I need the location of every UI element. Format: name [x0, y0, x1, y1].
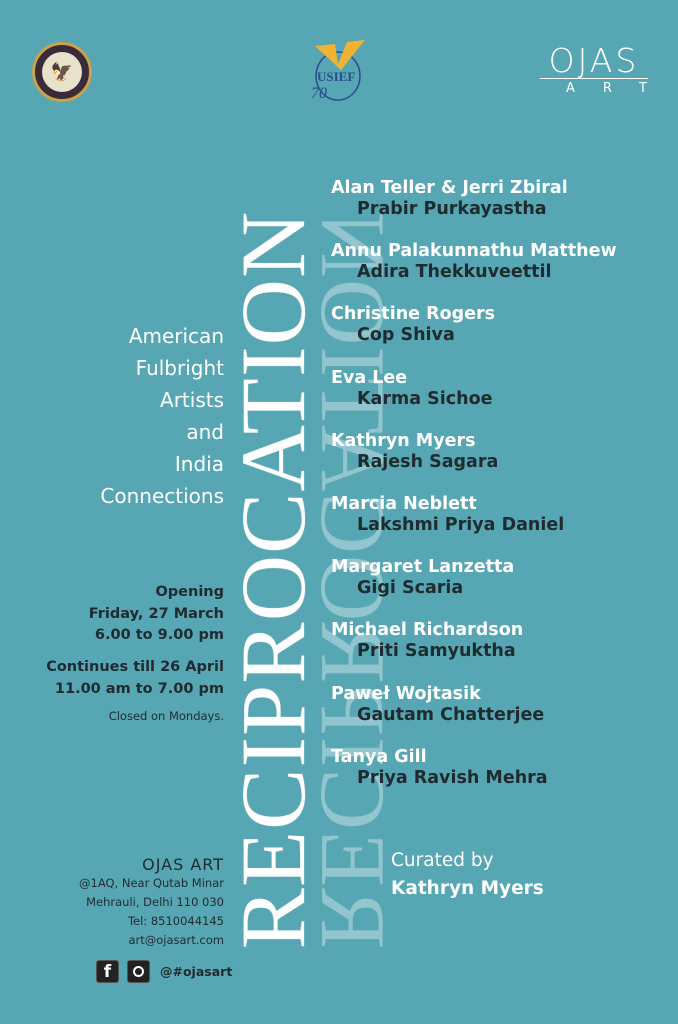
- opening-label: Opening: [155, 584, 224, 600]
- continues-time: 11.00 am to 7.00 pm: [54, 680, 224, 697]
- indian-artist: Prabir Purkayastha: [357, 199, 547, 219]
- subtitle-line: Connections: [100, 484, 224, 508]
- opening-date: Friday, 27 March: [88, 605, 224, 622]
- indian-artist: Gigi Scaria: [357, 578, 464, 599]
- american-artist: Marcia Neblett: [331, 493, 477, 514]
- indian-artist: Lakshmi Priya Daniel: [357, 514, 565, 535]
- american-artist: Tanya Gill: [331, 746, 427, 767]
- venue-email[interactable]: art@ojasart.com: [128, 933, 224, 947]
- indian-artist: Priya Ravish Mehra: [357, 767, 548, 788]
- instagram-icon[interactable]: [127, 960, 150, 983]
- subtitle-line: and: [186, 420, 224, 444]
- artist-pair: [331, 241, 617, 304]
- artist-pair: [331, 620, 617, 683]
- opening-time: 6.00 to 9.00 pm: [94, 627, 224, 643]
- american-artist: Eva Lee: [331, 367, 408, 388]
- indian-artist: Gautam Chatterjee: [357, 704, 545, 725]
- usief-text: USIEF: [317, 69, 356, 84]
- venue-address-line: Mehrauli, Delhi 110 030: [86, 895, 224, 909]
- ojas-art-logo: [540, 41, 675, 96]
- continues-info: [46, 657, 224, 700]
- artist-pair: [331, 431, 617, 494]
- continues-label: Continues till 26 April: [46, 659, 224, 675]
- subtitle-line: Artists: [160, 388, 224, 412]
- artist-list: [331, 178, 617, 810]
- venue-name: OJAS ART: [142, 855, 224, 874]
- ojas-logo-main: OJAS: [540, 44, 648, 79]
- curator-info: [391, 847, 544, 903]
- opening-info: [89, 582, 224, 647]
- indian-artist: Adira Thekkuveettil: [357, 262, 552, 283]
- venue-info: [79, 855, 224, 950]
- artist-pair: [331, 178, 617, 241]
- facebook-icon[interactable]: f: [96, 960, 119, 983]
- american-artist: Margaret Lanzetta: [331, 557, 515, 578]
- artist-pair: [331, 304, 617, 367]
- indian-artist: Rajesh Sagara: [357, 451, 499, 472]
- ojas-logo-sub: ART: [566, 81, 675, 96]
- indian-artist: Karma Sichoe: [357, 388, 493, 409]
- exhibition-subtitle: [100, 320, 224, 512]
- artist-pair: [331, 368, 617, 431]
- american-artist: Paweł Wojtasik: [331, 683, 481, 704]
- curator-name: Kathryn Myers: [391, 878, 544, 899]
- usief-logo: [305, 36, 370, 102]
- venue-address-line: @1AQ, Near Qutab Minar: [79, 876, 224, 890]
- indian-artist: Cop Shiva: [357, 325, 455, 346]
- subtitle-line: Fulbright: [135, 356, 224, 380]
- subtitle-line: American: [128, 324, 224, 348]
- artist-pair: [331, 557, 617, 620]
- usief-years: 70: [311, 85, 327, 102]
- artist-pair: [331, 494, 617, 557]
- closed-note: Closed on Mondays.: [108, 709, 224, 723]
- american-artist: Annu Palakunnathu Matthew: [331, 241, 617, 262]
- social-links: [96, 960, 232, 983]
- american-artist: Alan Teller & Jerri Zbiral: [331, 178, 568, 198]
- artist-pair: [331, 747, 617, 810]
- american-artist: Michael Richardson: [331, 620, 524, 641]
- eagle-icon: 🦅: [42, 52, 82, 92]
- curator-label: Curated by: [391, 850, 494, 871]
- american-artist: Kathryn Myers: [331, 430, 476, 451]
- state-department-seal-logo: [32, 42, 92, 102]
- indian-artist: Priti Samyuktha: [357, 641, 516, 662]
- exhibition-title: RECIPROCATION: [222, 210, 325, 950]
- artist-pair: [331, 684, 617, 747]
- american-artist: Christine Rogers: [331, 304, 496, 325]
- social-handle[interactable]: @#ojasart: [160, 964, 233, 979]
- subtitle-line: India: [174, 452, 224, 476]
- venue-phone: Tel: 8510044145: [127, 914, 224, 928]
